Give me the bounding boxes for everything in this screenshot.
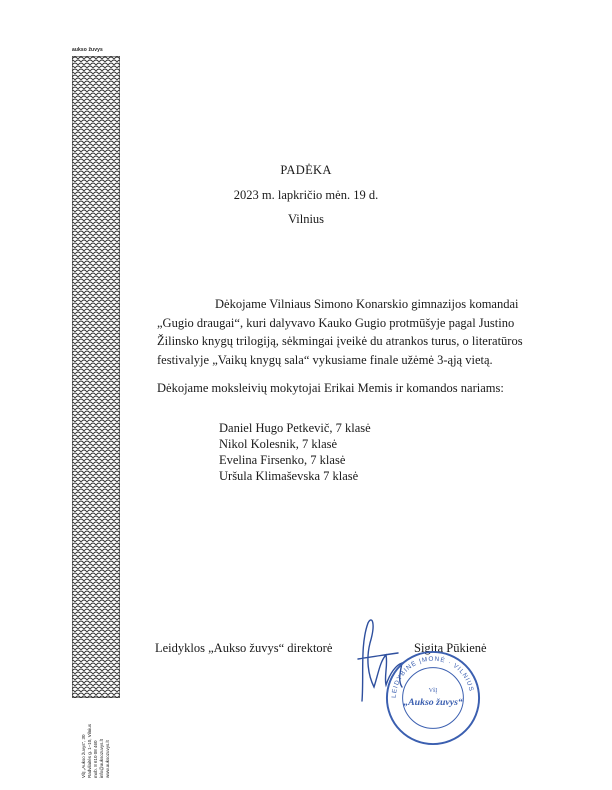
member-item: Nikol Kolesnik, 7 klasė <box>219 437 338 451</box>
contact-line: VšĮ „Aukso žuvys“, 30 <box>81 734 86 778</box>
paragraph-line: Dėkojame Vilniaus Simono Konarskio gimnazijos komandai <box>215 297 519 311</box>
contact-line: mob. 8 610 08 460 <box>93 740 98 778</box>
paragraph-line: Žilinsko knygų trilogiją, sėkmingai įveikė du atrankos turus, o literatūros <box>157 334 523 348</box>
member-item: Evelina Firsenko, 7 klasė <box>219 453 346 467</box>
team-members-list <box>219 420 371 484</box>
decorative-strip <box>72 56 120 698</box>
stamp-small-text: VšĮ <box>428 688 438 695</box>
signer-name: Sigita Pūkienė <box>414 641 487 655</box>
contact-line: Radvilaitės g. 1–10, Vilnius <box>87 724 92 778</box>
stamp-center-text: „Aukso žuvys“ <box>403 696 463 708</box>
teacher-paragraph: Dėkojame moksleivių mokytojai Erikai Memis ir komandos nariams: <box>157 381 504 395</box>
member-item: Daniel Hugo Petkevič, 7 klasė <box>219 421 371 435</box>
official-stamp <box>384 649 482 747</box>
member-item: Uršula Klimaševska 7 klasė <box>219 469 359 483</box>
contact-line: www.auksozuvys.lt <box>105 740 110 778</box>
stamp-ring-text: LEIDYBINĖ ĮMONĖ · VILNIUS <box>390 655 475 699</box>
paragraph-line: „Gugio draugai“, kuri dalyvavo Kauko Gugio protmūšyje pagal Justino <box>157 315 515 330</box>
document-date: 2023 m. lapkričio mėn. 19 d. <box>233 188 379 202</box>
gratitude-paragraph <box>157 295 567 369</box>
document-title: PADĖKA <box>280 163 332 177</box>
brand-label: aukso žuvys <box>72 47 103 53</box>
document-city: Vilnius <box>287 212 325 226</box>
publisher-contacts <box>72 700 120 778</box>
signer-role: Leidyklos „Aukso žuvys“ direktorė <box>155 641 333 655</box>
contact-line: info@auksozuvys.lt <box>99 739 104 778</box>
paragraph-line: festivalyje „Vaikų knygų sala“ vykusiame finale užėmė 3-ąją vietą. <box>157 352 493 367</box>
